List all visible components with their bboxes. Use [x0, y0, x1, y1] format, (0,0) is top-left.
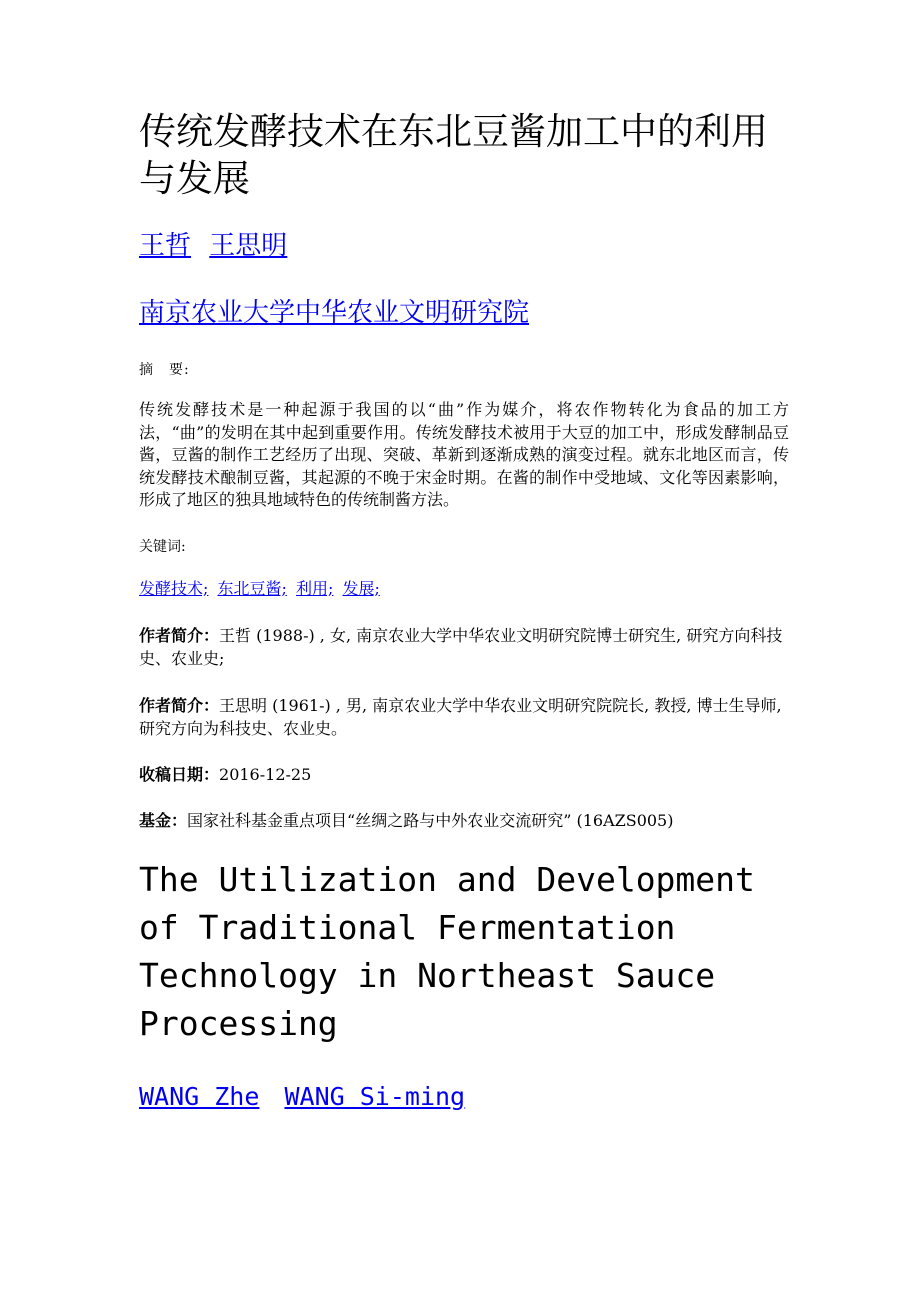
abstract-label: 摘 要: [139, 362, 190, 378]
keyword-link[interactable]: 东北豆酱; [217, 578, 287, 598]
authors-cn [139, 229, 789, 263]
fund-label: 基金： [139, 810, 188, 830]
affiliation-cn [139, 296, 789, 330]
author-info-1 [139, 624, 789, 670]
author-info-text: 王哲 (1988-) , 女, 南京农业大学中华农业文明研究院博士研究生, 研究方向科技史、农业史; [139, 625, 783, 668]
author-link-wang-siming-en[interactable]: WANG Si-ming [284, 1081, 466, 1111]
keywords-label: 关键词: [139, 538, 186, 555]
authors-en [139, 1081, 789, 1113]
keyword-link[interactable]: 发酵技术; [139, 578, 209, 598]
keyword-link[interactable]: 发展; [342, 578, 380, 598]
author-link-wang-siming[interactable]: 王思明 [209, 231, 288, 261]
author-info-label: 作者简介： [139, 625, 220, 645]
keyword-link[interactable]: 利用; [296, 578, 334, 598]
received-date [139, 763, 789, 786]
author-link-wang-zhe-en[interactable]: WANG Zhe [139, 1081, 260, 1111]
author-info-text: 王思明 (1961-) , 男, 南京农业大学中华农业文明研究院院长, 教授, 博士生导师, 研究方向为科技史、农业史。 [139, 695, 782, 738]
author-link-wang-zhe[interactable]: 王哲 [139, 231, 192, 261]
fund-text: 国家社科基金重点项目“丝绸之路与中外农业交流研究” (16AZS005) [187, 810, 674, 830]
article-page [139, 108, 789, 1113]
author-info-2 [139, 694, 789, 740]
article-title-cn: 传统发酵技术在东北豆酱加工中的利用与发展 [139, 110, 768, 200]
keywords-list [139, 578, 789, 600]
received-date-value: 2016-12-25 [219, 764, 312, 784]
article-title-en: The Utilization and Development of Traditional Fermentation Technology in Northeast Sauce Processing [139, 859, 755, 1043]
affiliation-link[interactable]: 南京农业大学中华农业文明研究院 [139, 298, 530, 328]
abstract-text: 传统发酵技术是一种起源于我国的以“曲”作为媒介，将农作物转化为食品的加工方法，“曲”的发明在其中起到重要作用。传统发酵技术被用于大豆的加工中，形成发酵制品豆酱，豆酱的制作工艺经历了出现、突破、革新到逐渐成熟的演变过程。就东北地区而言，传统发酵技术酿制豆酱，其起源的不晚于宋金时期。在酱的制作中受地域、文化等因素影响，形成了地区的独具地域特色的传统制酱方法。 [139, 400, 789, 510]
received-date-label: 收稿日期： [139, 764, 220, 784]
fund-info [139, 809, 789, 832]
author-info-label: 作者简介： [139, 695, 220, 715]
